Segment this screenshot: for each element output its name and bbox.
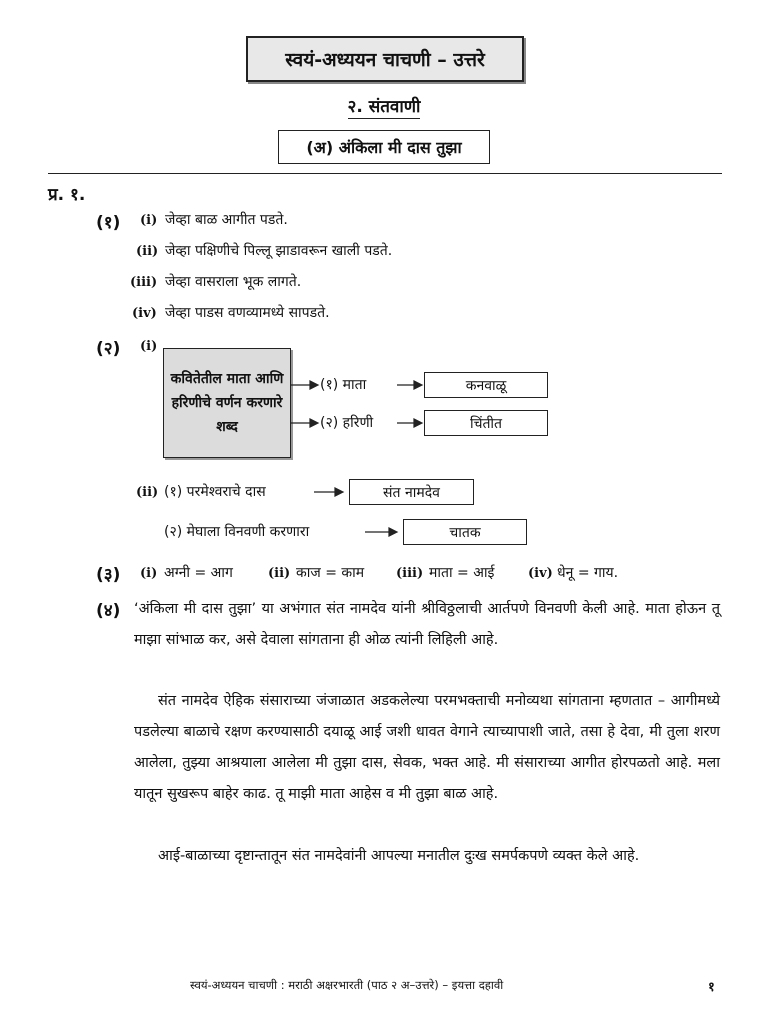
page-title: स्वयं-अध्ययन चाचणी – उत्तरे (246, 36, 524, 82)
chapter-heading-text: २. संतवाणी (347, 97, 421, 117)
question-label: प्र. १. (48, 185, 86, 205)
part1-answer-ii: जेव्हा पक्षिणीचे पिल्लू झाडावरून खाली पडते. (165, 243, 393, 259)
answer-box-das: संत नामदेव (349, 479, 474, 505)
part3-roman-i: (i) (140, 566, 158, 581)
part1-roman-iii: (iii) (130, 275, 158, 290)
answer-box-meghala: चातक (403, 519, 527, 545)
answer-box-harini: चिंतीत (424, 410, 548, 436)
part4-paragraph-1: ‘अंकिला मी दास तुझा’ या अभंगात संत नामदेव यांनी श्रीविठ्ठलाची आर्तपणे विनवणी केली आहे. माता होऊन तू माझा सांभाळ कर, असे देवाला सांगताना ही ओळ त्यांनी लिहिली आहे. (134, 601, 720, 648)
part3-answer-i: अग्नी = आग (164, 565, 233, 581)
part3-roman-iv: (iv) (528, 566, 553, 581)
arrow-head (414, 419, 422, 427)
part3-answer-iv: धेनू = गाय. (557, 565, 619, 581)
part1-roman-ii: (ii) (136, 244, 159, 259)
part4-paragraph-2: संत नामदेव ऐहिक संसाराच्या जंजाळात अडकलेल्या परमभक्ताची मनोव्यथा सांगताना म्हणतात – आगीमध्ये पडलेल्या बाळाचे रक्षण करण्यासाठी दयाळू आई जशी धावत वेगाने त्याच्यापाशी जाते, तसा हे देवा, मी तुला शरण आलेला, तुझ्या आश्रयाला आलेला मी तुझा दास, सेवक, भक्त आहे. मी संसाराच्या आगीत होरपळतो आहे. मला यातून सुखरूप बाहेर काढ. तू माझी माता आहेस व मी तुझा बाळ आहे. (134, 693, 720, 802)
part3-answer-ii: काज = काम (296, 565, 365, 581)
diagram-label-harini: (२) हरिणी (320, 415, 374, 431)
part4-number: (४) (96, 601, 121, 621)
arrow-head (310, 419, 318, 427)
answer-box-mata: कनवाळू (424, 372, 548, 398)
arrow-head (389, 528, 397, 536)
page-number: १ (708, 980, 715, 995)
part3-number: (३) (96, 565, 121, 585)
part1-roman-i: (i) (140, 213, 158, 228)
part3-answer-iii: माता = आई (429, 565, 495, 581)
arrow-head (414, 381, 422, 389)
part2-roman-ii: (ii) (136, 485, 159, 500)
part1-answer-i: जेव्हा बाळ आगीत पडते. (165, 212, 288, 228)
arrow-head (335, 488, 343, 496)
diagram-label-das: (१) परमेश्वराचे दास (164, 484, 266, 500)
footer-text: स्वयं-अध्ययन चाचणी : मराठी अक्षरभारती (पाठ २ अ–उत्तरे) – इयत्ता दहावी (190, 978, 504, 992)
part1-answer-iii: जेव्हा वासराला भूक लागते. (165, 274, 302, 290)
part2-number: (२) (96, 339, 121, 359)
part4-paragraph-3: आई-बाळाच्या दृष्टान्तातून संत नामदेवांनी आपल्या मनातील दुःख समर्पकपणे व्यक्त केले आहे. (158, 848, 640, 864)
diagram-label-meghala: (२) मेघाला विनवणी करणारा (164, 524, 310, 540)
part1-answer-iv: जेव्हा पाडस वणव्यामध्ये सापडते. (165, 305, 330, 321)
part3-roman-ii: (ii) (268, 566, 291, 581)
part1-roman-iv: (iv) (132, 306, 157, 321)
concept-box: कवितेतील माता आणि हरिणीचे वर्णन करणारे शब्द (163, 348, 291, 458)
part1-number: (१) (96, 213, 121, 233)
poem-title: (अ) अंकिला मी दास तुझा (278, 130, 490, 164)
part3-roman-iii: (iii) (396, 566, 424, 581)
arrow-head (310, 381, 318, 389)
diagram-label-mata: (१) माता (320, 377, 367, 393)
part2-roman-i: (i) (140, 339, 158, 354)
